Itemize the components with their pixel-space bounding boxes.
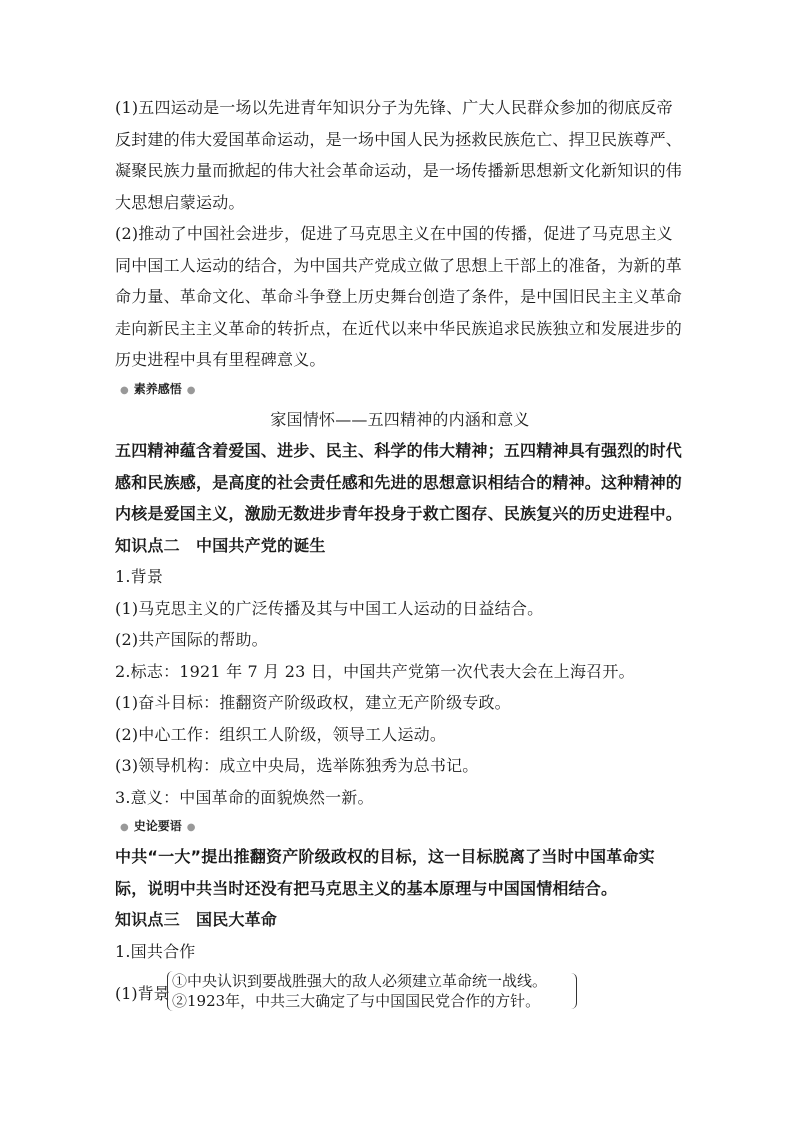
list-item: 1.背景	[115, 567, 164, 586]
list-item: (2)中心工作：组织工人阶级，领导工人运动。	[115, 724, 447, 744]
bullet-icon: ●	[120, 384, 129, 396]
section-heading-national-revolution: 知识点三 国民大革命	[115, 910, 278, 929]
bullet-icon: ●	[120, 822, 129, 833]
list-item: (1)奋斗目标：推翻资产阶级政权，建立无产阶级专政。	[115, 693, 511, 712]
bullet-icon: ●	[186, 822, 196, 833]
section-tag-literacy	[115, 376, 685, 404]
bracket-items	[167, 971, 547, 1011]
bracket-label: (1)背景	[115, 984, 170, 1003]
section-tag-history	[115, 813, 685, 841]
tag-label: 素养感悟	[133, 381, 182, 396]
document-page	[115, 92, 685, 1013]
section-heading-cpc-birth: 知识点二 中国共产党的诞生	[115, 535, 326, 555]
tag-label: 史论要语	[133, 819, 182, 833]
list-item: 2.标志：1921 年 7 月 23 日，中国共产党第一次代表大会在上海召开。	[115, 661, 635, 681]
paragraph-may-fourth-nature: (1)五四运动是一场以先进青年知识分子为先锋、广大人民群众参加的彻底反帝反封建的伟大爱国革命运动，是一场中国人民为拯救民族危亡、捍卫民族尊严、凝聚民族力量而掀起的伟大社会革命运动，是一场传播新思想新文化新知识的伟大思想启蒙运动。	[115, 98, 683, 212]
bracket-item: ②1923年，中共三大确定了与中国国民党合作的方针。	[172, 992, 541, 1010]
list-item: (3)领导机构：成立中央局，选举陈独秀为总书记。	[115, 756, 479, 775]
background-bracket	[115, 971, 685, 1013]
list-item: (1)马克思主义的广泛传播及其与中国工人运动的日益结合。	[115, 598, 544, 618]
list-item: 1.国共合作	[115, 941, 196, 961]
paragraph-history-note: 中共“一大”提出推翻资产阶级政权的目标，这一目标脱离了当时中国革命实际，说明中共当时还没有把马克思主义的基本原理与中国国情相结合。	[115, 847, 655, 898]
bracket-item: ①中央认识到要战胜强大的敌人必须建立革命统一战线。	[172, 972, 548, 990]
paragraph-may-fourth-spirit: 五四精神蕴含着爱国、进步、民主、科学的伟大精神；五四精神具有强烈的时代感和民族感，是高度的社会责任感和先进的思想意识相结合的精神。这种精神的内核是爱国主义，激励无数进步青年投身于救亡图存、民族复兴的历史进程中。	[115, 441, 683, 523]
paragraph-may-fourth-significance: (2)推动了中国社会进步，促进了马克思主义在中国的传播，促进了马克思主义同中国工人运动的结合，为中国共产党成立做了思想上干部上的准备，为新的革命力量、革命文化、革命斗争登上历史舞台创造了条件，是中国旧民主主义革命走向新民主主义革命的转折点，在近代以来中华民族追求民族独立和发展进步的历史进程中具有里程碑意义。	[115, 224, 683, 369]
list-item: (2)共产国际的帮助。	[115, 630, 268, 649]
bracket-close	[570, 973, 577, 1009]
bullet-icon: ●	[186, 384, 196, 396]
list-item: 3.意义：中国革命的面貌焕然一新。	[115, 787, 374, 807]
subheading-patriotism: 家国情怀——五四精神的内涵和意义	[270, 409, 530, 429]
